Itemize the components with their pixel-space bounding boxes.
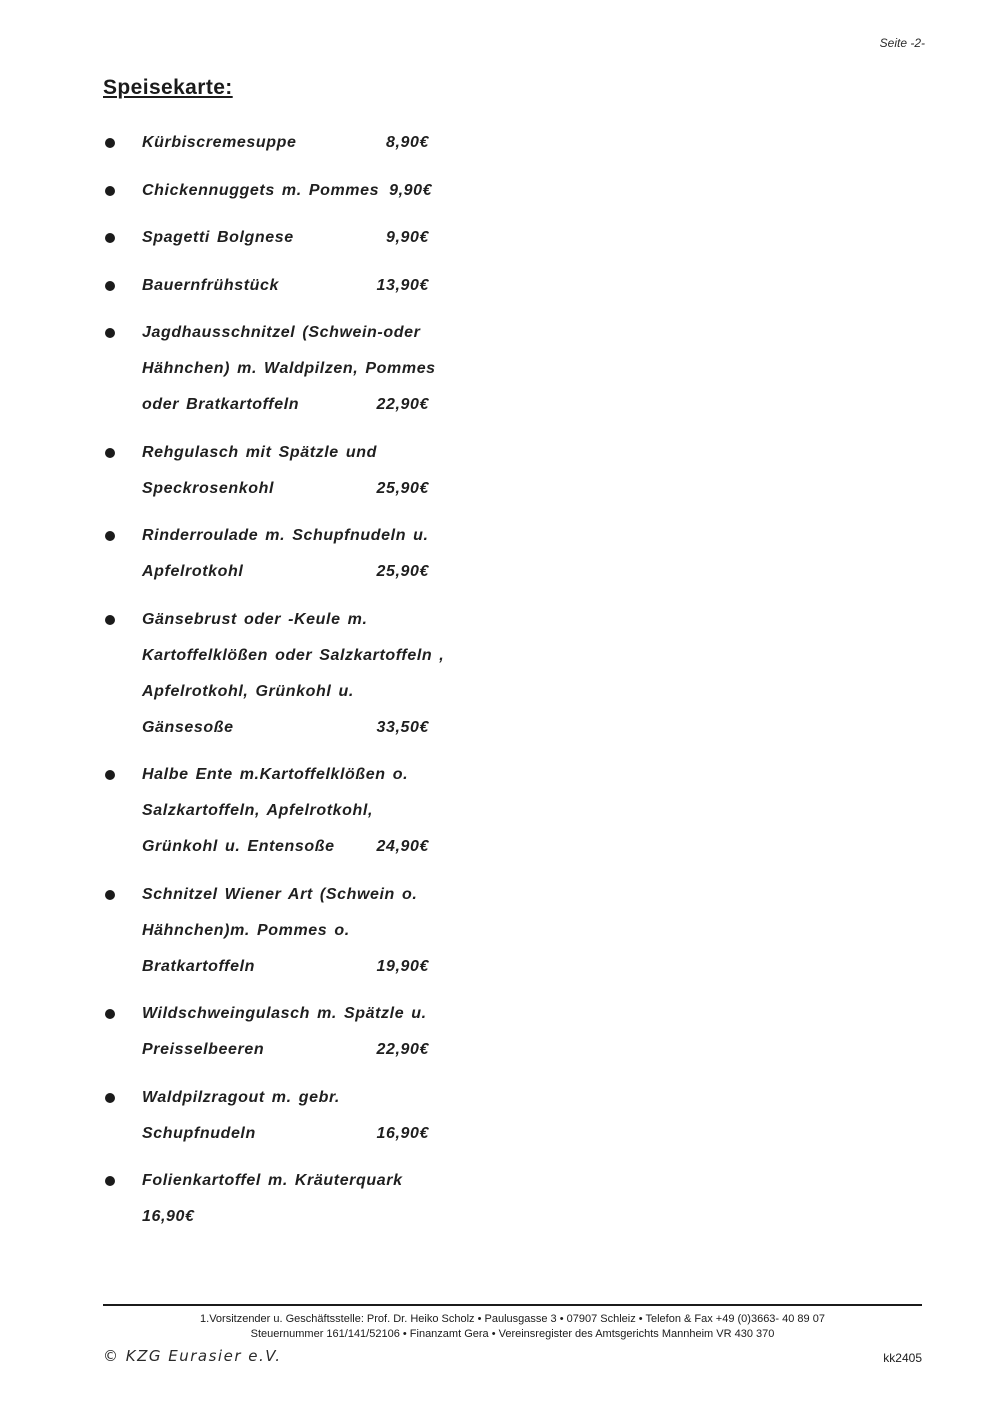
menu-item — [103, 268, 463, 304]
bullet-icon — [105, 890, 115, 900]
menu-item-text: Speckrosenkohl — [142, 479, 275, 497]
menu-item-line — [142, 793, 429, 829]
menu-item-line — [142, 996, 429, 1032]
bullet-icon — [105, 233, 115, 243]
menu-item-line — [142, 829, 429, 865]
menu-item-line — [142, 435, 429, 471]
menu-item — [103, 757, 463, 865]
menu-item-lines — [142, 877, 429, 985]
copyright-label: © KZG Eurasier e.V. — [103, 1347, 282, 1365]
menu-item-text: Bratkartoffeln — [142, 957, 256, 975]
menu-item-text: Gänsesoße — [142, 718, 234, 736]
bullet-column — [103, 125, 142, 148]
menu-item-lines — [142, 757, 429, 865]
page-footer — [103, 1304, 922, 1365]
menu-item-text: 16,90€ — [142, 1208, 195, 1225]
menu-item-text: Spagetti Bolgnese — [142, 229, 294, 246]
menu-items — [103, 125, 463, 1247]
menu-item-text: Hähnchen)m. Pommes o. — [142, 921, 350, 939]
menu-item-line — [142, 757, 429, 793]
menu-item-lines — [142, 1080, 429, 1152]
menu-item-line — [142, 387, 429, 423]
menu-item-line — [142, 1032, 429, 1068]
menu-item-text: Jagdhausschnitzel (Schwein-oder — [142, 324, 421, 341]
menu-item — [103, 220, 463, 256]
menu-item-line — [142, 351, 436, 387]
menu-item-line — [142, 1163, 429, 1199]
menu-item-line — [142, 638, 445, 674]
menu-item-text: Schupfnudeln — [142, 1124, 256, 1142]
menu-item — [103, 877, 463, 985]
bullet-column — [103, 220, 142, 243]
menu-item-text: Rehgulasch mit Spätzle und — [142, 443, 377, 461]
menu-item-line — [142, 268, 429, 304]
menu-item-price: 22,90€ — [376, 1041, 429, 1058]
menu-item — [103, 125, 463, 161]
menu-item-price: 8,90€ — [385, 134, 429, 151]
menu-item-text: Waldpilzragout m. gebr. — [142, 1088, 340, 1106]
bullet-column — [103, 315, 142, 338]
bullet-icon — [105, 615, 115, 625]
bullet-icon — [105, 1176, 115, 1186]
menu-item-lines — [142, 173, 433, 209]
menu-item-price: 22,90€ — [376, 396, 429, 413]
menu-item-text: Schnitzel Wiener Art (Schwein o. — [142, 885, 418, 903]
menu-item-text: Hähnchen) m. Waldpilzen, Pommes — [142, 360, 436, 377]
menu-item-text: Kürbiscremesuppe — [142, 134, 297, 151]
bullet-column — [103, 1163, 142, 1186]
menu-item-price: 25,90€ — [376, 563, 429, 580]
menu-item-line — [142, 315, 429, 351]
bullet-icon — [105, 328, 115, 338]
menu-item-lines — [142, 1163, 429, 1235]
menu-item-text: Halbe Ente m.Kartoffelklößen o. — [142, 766, 409, 783]
menu-item-lines — [142, 220, 429, 256]
menu-item-text: Preisselbeeren — [142, 1041, 265, 1058]
menu-item-line — [142, 1116, 429, 1152]
menu-item-price: 24,90€ — [376, 838, 429, 855]
menu-item — [103, 518, 463, 590]
menu-item-text: oder Bratkartoffeln — [142, 396, 300, 413]
bullet-icon — [105, 1093, 115, 1103]
menu-item — [103, 435, 463, 507]
menu-item-text: Chickennuggets m. Pommes — [142, 181, 380, 199]
menu-item-text: Salzkartoffeln, Apfelrotkohl, — [142, 802, 373, 819]
bullet-column — [103, 877, 142, 900]
menu-item-price: 16,90€ — [376, 1124, 429, 1142]
page-number-label: Seite -2- — [879, 36, 925, 50]
bullet-icon — [105, 531, 115, 541]
menu-item — [103, 1080, 463, 1152]
bullet-icon — [105, 281, 115, 291]
bullet-column — [103, 518, 142, 541]
menu-item-text: Grünkohl u. Entensoße — [142, 838, 335, 855]
menu-item — [103, 602, 463, 746]
menu-item-price: 25,90€ — [376, 479, 429, 497]
bullet-column — [103, 757, 142, 780]
menu-item — [103, 173, 463, 209]
menu-item-line — [142, 877, 429, 913]
menu-item-line — [142, 949, 429, 985]
bullet-column — [103, 602, 142, 625]
menu-item-line — [142, 1080, 429, 1116]
menu-item-line — [142, 1199, 429, 1235]
bullet-column — [103, 1080, 142, 1103]
bullet-icon — [105, 1009, 115, 1019]
bullet-icon — [105, 770, 115, 780]
menu-item-lines — [142, 518, 429, 590]
menu-title: Speisekarte: — [103, 76, 233, 99]
menu-item-text: Wildschweingulasch m. Spätzle u. — [142, 1005, 427, 1022]
menu-item-text: Kartoffelklößen oder Salzkartoffeln , — [142, 646, 445, 664]
footer-registry-line: Steuernummer 161/141/52106 • Finanzamt Gera • Vereinsregister des Amtsgerichts Mannheim VR 430 370 — [250, 1328, 775, 1340]
menu-item — [103, 315, 463, 423]
menu-item-line — [142, 471, 429, 507]
menu-item-text: Bauernfrühstück — [142, 276, 280, 294]
menu-item-line — [142, 220, 429, 256]
menu-item-lines — [142, 268, 429, 304]
menu-item-line — [142, 674, 429, 710]
bullet-column — [103, 996, 142, 1019]
menu-item — [103, 1163, 463, 1235]
menu-item-lines — [142, 435, 429, 507]
menu-item-line — [142, 554, 429, 590]
menu-item-text: Rinderroulade m. Schupfnudeln u. — [142, 527, 429, 544]
footer-bottom-row — [103, 1347, 922, 1365]
footer-contact-line: 1.Vorsitzender u. Geschäftsstelle: Prof. Dr. Heiko Scholz • Paulusgasse 3 • 07907 Schleiz • Telefon & Fax +49 (0)3663- 40 89 07 — [200, 1313, 825, 1325]
bullet-icon — [105, 186, 115, 196]
menu-item-lines — [142, 996, 429, 1068]
menu-item-price: 9,90€ — [389, 181, 433, 199]
menu-item — [103, 996, 463, 1068]
menu-item-price: 9,90€ — [385, 229, 429, 246]
menu-item-line — [142, 913, 429, 949]
menu-item-text: Apfelrotkohl — [142, 563, 244, 580]
menu-item-price: 33,50€ — [376, 718, 429, 736]
menu-item-lines — [142, 125, 429, 161]
menu-item-line — [142, 173, 433, 209]
menu-item-text: Gänsebrust oder -Keule m. — [142, 610, 368, 628]
menu-item-lines — [142, 315, 436, 423]
bullet-column — [103, 173, 142, 196]
menu-item-lines — [142, 602, 445, 746]
menu-item-price: 19,90€ — [376, 957, 429, 975]
menu-item-line — [142, 710, 429, 746]
bullet-icon — [105, 138, 115, 148]
document-code: kk2405 — [883, 1351, 922, 1365]
bullet-icon — [105, 448, 115, 458]
bullet-column — [103, 435, 142, 458]
menu-item-line — [142, 518, 429, 554]
menu-item-text: Folienkartoffel m. Kräuterquark — [142, 1172, 403, 1189]
menu-item-line — [142, 602, 429, 638]
menu-item-line — [142, 125, 429, 161]
menu-item-price: 13,90€ — [376, 276, 429, 294]
bullet-column — [103, 268, 142, 291]
menu-item-text: Apfelrotkohl, Grünkohl u. — [142, 682, 354, 700]
